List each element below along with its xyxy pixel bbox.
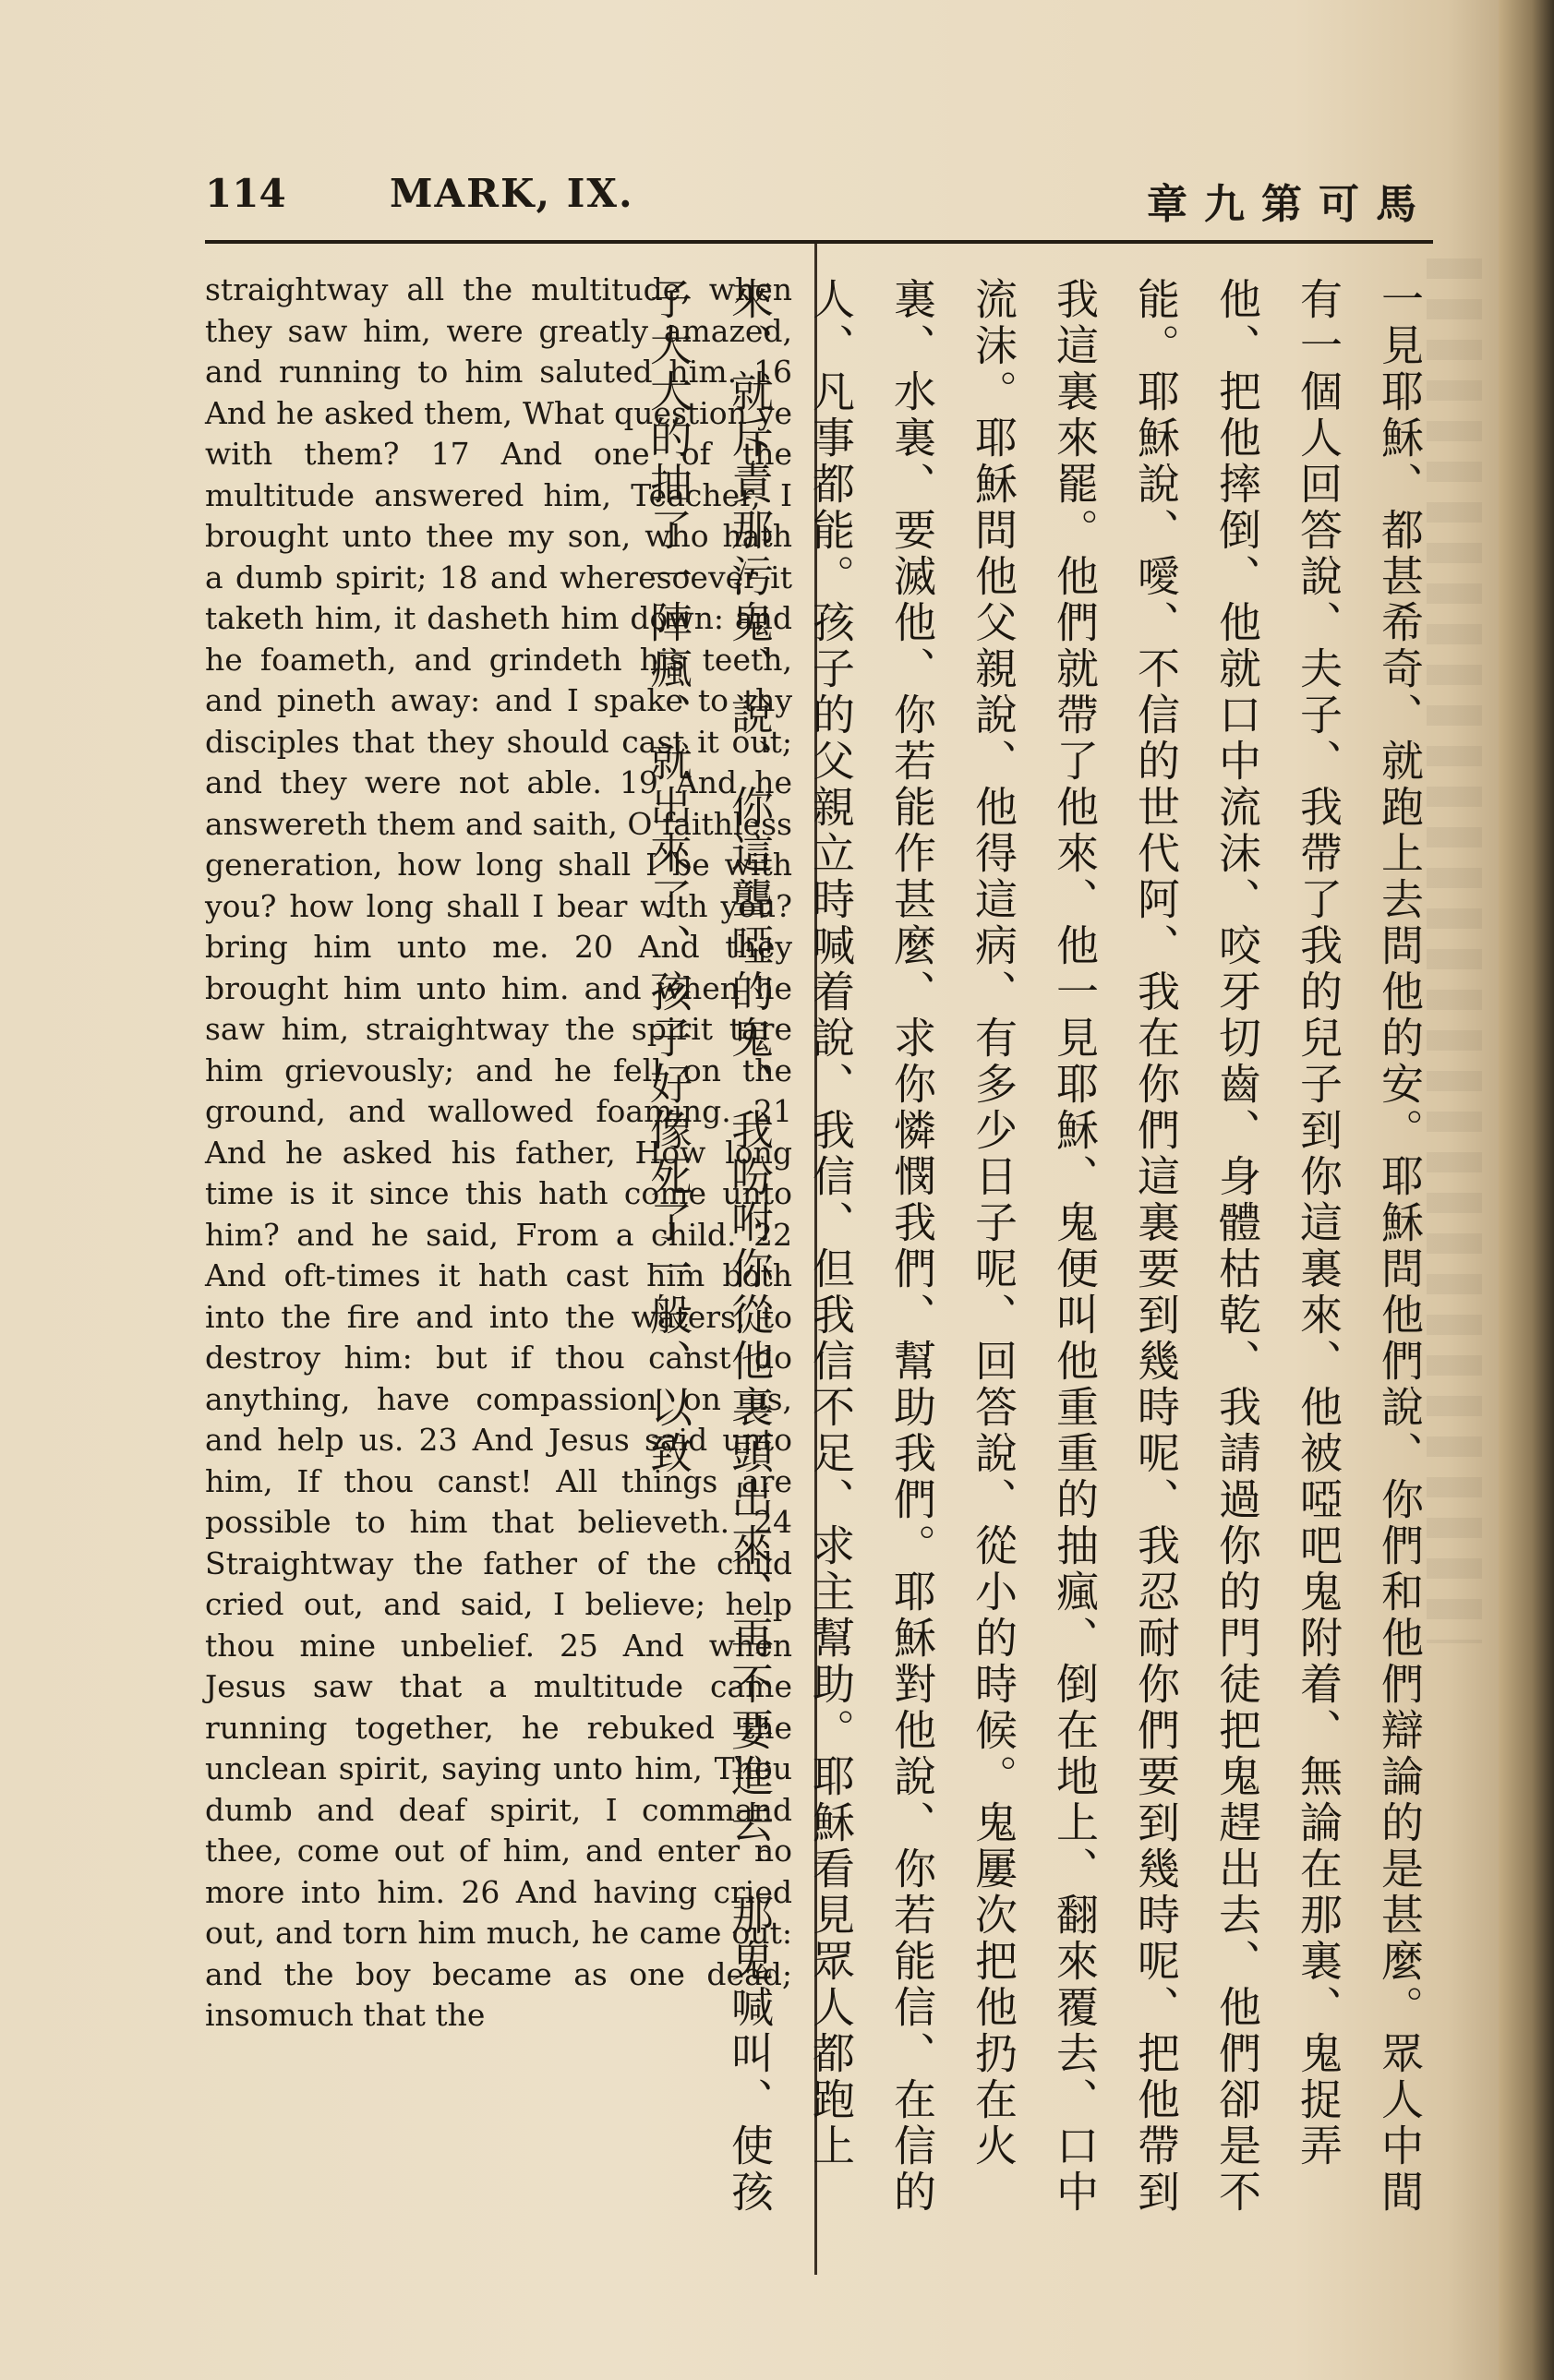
header-rule: [205, 240, 1433, 244]
book-spine-shadow: [1499, 0, 1554, 2380]
chinese-column: [644, 277, 1440, 2234]
english-text: straightway all the multitude, when they saw him, were greatly amazed, and running to him saluted him. 16 And he asked them, What question ye with them? 17 And one of the multitude answered him, Teacher, I brought unto thee my son, who hath a dumb spirit; 18 and wheresoever it taketh him, it dasheth him down: and he foameth, and grindeth his teeth, and pineth away: and I spake to thy disciples that they should cast it out; and they were not able. 19 And he answereth them and saith, O faithless generation, how long shall I be with you? how long shall I bear with you? bring him unto me. 20 And they brought him unto him. and when he saw him, straightway the spirit tare him grievously; and he fell on the ground, and wallowed foaming. 21 And he asked his father, How long time is it since this hath come unto him? and he said, From a child. 22 And oft-times it hath cast him both into the fire and into the waters, to destroy him: but if thou canst do anything, have compassion on us, and help us. 23 And Jesus said unto him, If thou canst! All things are possible to him that believeth. 24 Straightway the father of the child cried out, and said, I believe; help thou mine unbelief. 25 And when Jesus saw that a multitude came running together, he rebuked the unclean spirit, saying unto him, Thou dumb and deaf spirit, I command thee, come out of him, and enter no more into him. 26 And having cried out, and torn him much, he came out: and the boy became as one dead; insomuch that the: [205, 271, 792, 2033]
chinese-text: 一見耶穌、都甚希奇、就跑上去問他的安。耶穌問他們說、你們和他們辯論的是甚麼。眾人中間有一個人回答說、夫子、我帶了我的兒子到你這裏來、他被啞吧鬼附着、無論在那裏、鬼捉弄他、把他摔倒、他就口中流沫、咬牙切齒、身體枯乾、我請過你的門徒把鬼趕出去、他們卻是不能。耶穌說、噯、不信的世代阿、我在你們這裏要到幾時呢、我忍耐你們要到幾時呢、把他帶到我這裏來罷。他們就帶了他來、他一見耶穌、鬼便叫他重重的抽瘋、倒在地上、翻來覆去、口中流沫。耶穌問他父親說、他得這病、有多少日子呢、回答說、從小的時候。鬼屢次把他扔在火裏、水裏、要滅他、你若能作甚麼、求你憐憫我們、幫助我們。耶穌對他說、你若能信、在信的人、凡事都能。孩子的父親立時喊着說、我信、但我信不足、求主幫助。耶穌看見眾人都跑上來、就斥責那污鬼、說、你這聾啞的鬼、我吩咐你從他裏頭出來、再不要進去。那鬼喊叫、使孩子大大的抽了一陣瘋、就出來了、孩子好像死了一般、以致: [644, 277, 1425, 2216]
page-number: 114: [205, 171, 286, 216]
page-header: [205, 171, 1433, 235]
running-title: MARK, IX.: [390, 171, 634, 216]
chinese-chapter-heading: 章九第可馬: [1147, 181, 1433, 228]
